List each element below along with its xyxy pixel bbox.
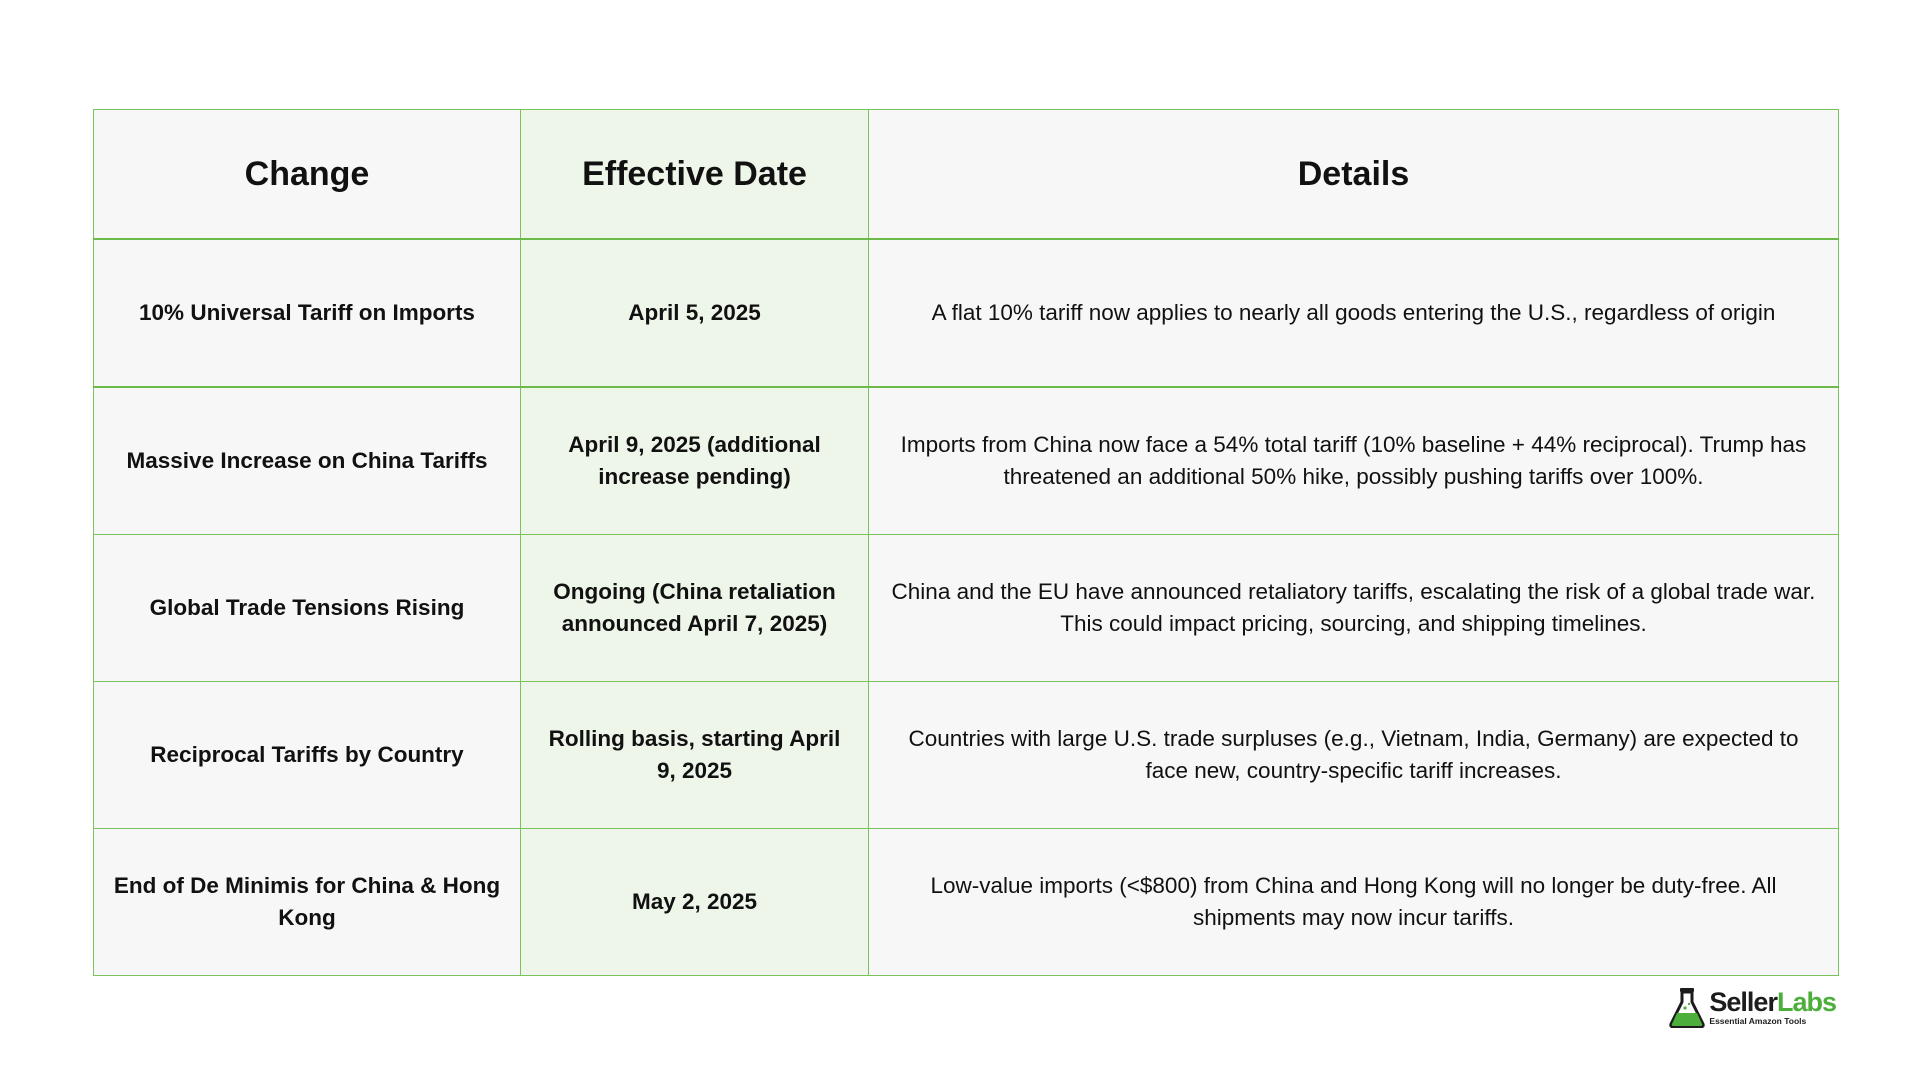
change-cell: Reciprocal Tariffs by Country xyxy=(94,682,521,829)
details-cell: Low-value imports (<$800) from China and Hong Kong will no longer be duty-free. All shipments may now incur tariffs. xyxy=(869,829,1839,976)
table-header-row xyxy=(94,110,1839,240)
table-row xyxy=(94,387,1839,535)
change-cell: End of De Minimis for China & Hong Kong xyxy=(94,829,521,976)
effective-date-cell: April 5, 2025 xyxy=(521,239,869,387)
logo-tagline: Essential Amazon Tools xyxy=(1709,1015,1807,1026)
details-cell: Imports from China now face a 54% total tariff (10% baseline + 44% reciprocal). Trump has threatened an additional 50% hike, possibly pushing tariffs over 100%. xyxy=(869,387,1839,535)
effective-date-cell: April 9, 2025 (additional increase pending) xyxy=(521,387,869,535)
flask-icon xyxy=(1668,986,1706,1028)
logo-wordmark: SellerLabs xyxy=(1709,986,1836,1017)
effective-date-cell: May 2, 2025 xyxy=(521,829,869,976)
effective-date-cell: Rolling basis, starting April 9, 2025 xyxy=(521,682,869,829)
table-row xyxy=(94,535,1839,682)
header-change: Change xyxy=(94,110,521,240)
change-cell: 10% Universal Tariff on Imports xyxy=(94,239,521,387)
effective-date-cell: Ongoing (China retaliation announced April 7, 2025) xyxy=(521,535,869,682)
table-row xyxy=(94,239,1839,387)
table-row xyxy=(94,829,1839,976)
tariff-changes-table xyxy=(93,109,1839,976)
header-details: Details xyxy=(869,110,1839,240)
change-cell: Global Trade Tensions Rising xyxy=(94,535,521,682)
details-cell: China and the EU have announced retaliatory tariffs, escalating the risk of a global trade war. This could impact pricing, sourcing, and shipping timelines. xyxy=(869,535,1839,682)
table-row xyxy=(94,682,1839,829)
header-effective-date: Effective Date xyxy=(521,110,869,240)
change-cell: Massive Increase on China Tariffs xyxy=(94,387,521,535)
details-cell: Countries with large U.S. trade surpluses (e.g., Vietnam, India, Germany) are expected to face new, country-specific tariff increases. xyxy=(869,682,1839,829)
seller-labs-logo[interactable] xyxy=(1668,986,1836,1028)
details-cell: A flat 10% tariff now applies to nearly all goods entering the U.S., regardless of origin xyxy=(869,239,1839,387)
